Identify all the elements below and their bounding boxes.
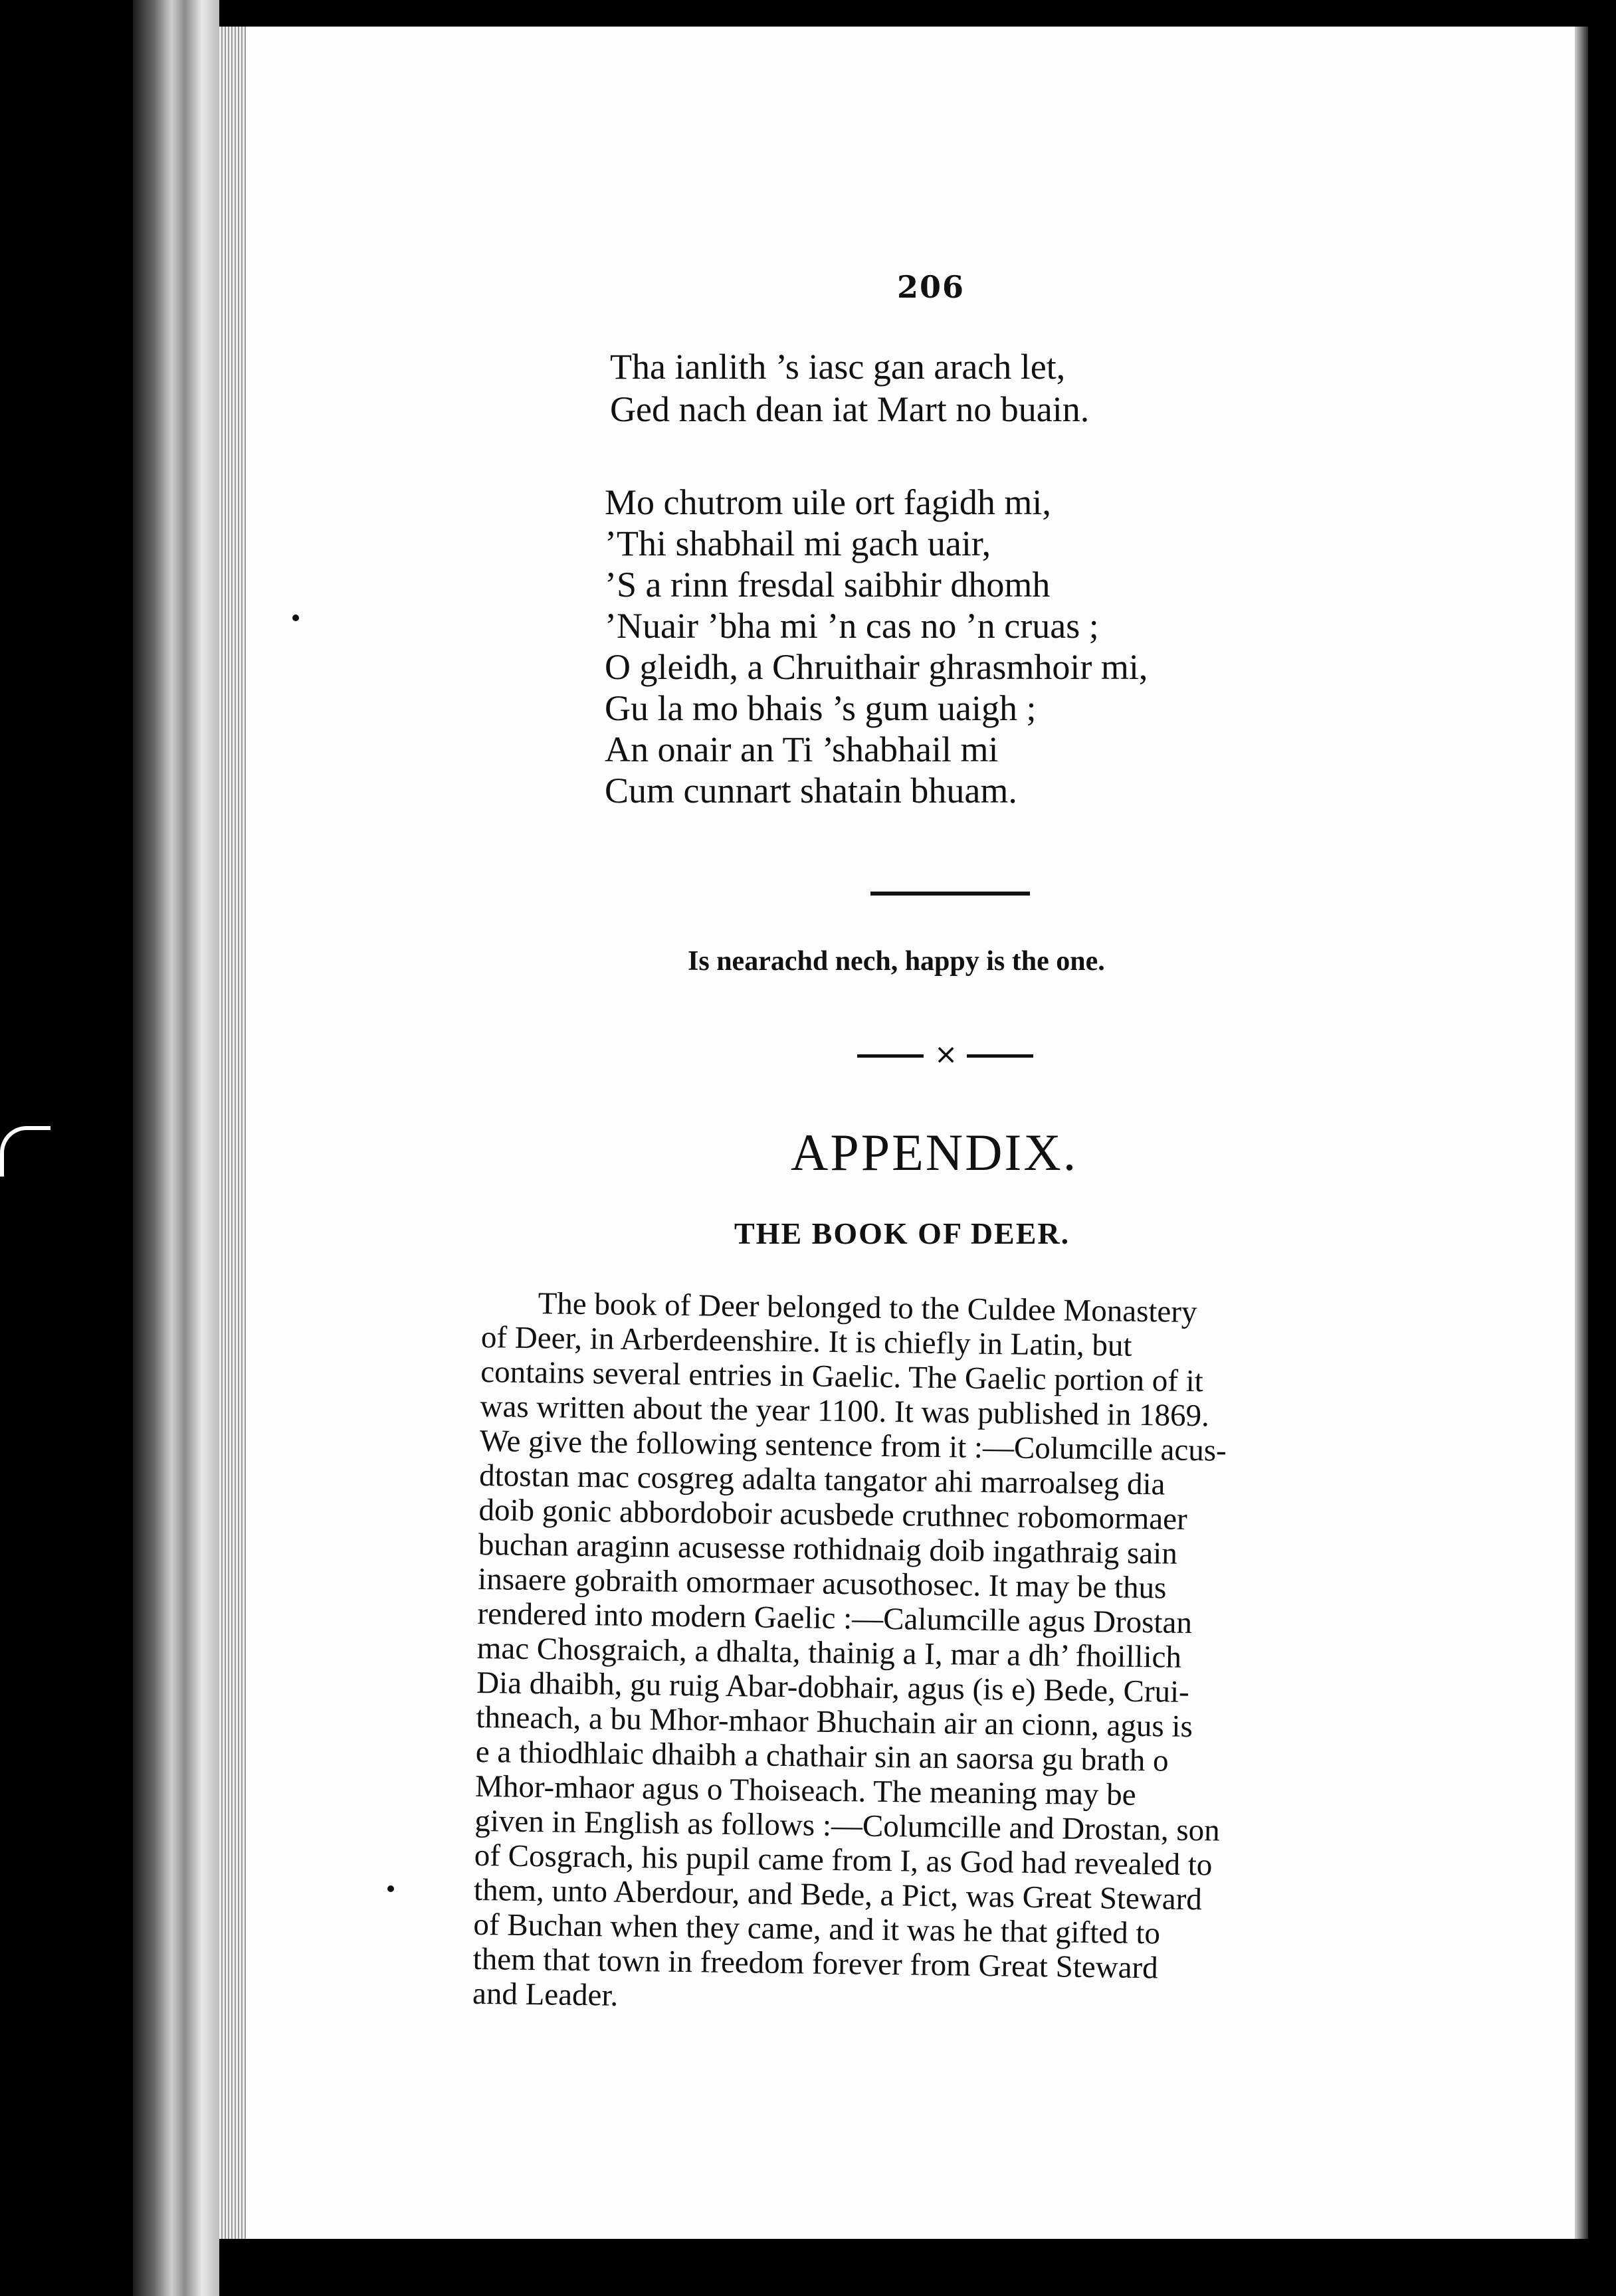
body-line: e a thiodhlaic dhaibh a chathair sin an saorsa gu brath o (475, 1734, 1169, 1778)
poem-stanza-2 (605, 482, 1148, 811)
speck (292, 615, 299, 621)
body-line: We give the following sentence from it :—Columcille acus- (479, 1423, 1227, 1468)
poem-line: Mo chutrom uile ort fagidh mi, (605, 482, 1051, 522)
page-shadow (1575, 27, 1588, 2239)
poem-line: Gu la mo bhais ’s gum uaigh ; (605, 688, 1037, 728)
page-edges (219, 27, 246, 2239)
divider-mark: × (934, 1038, 958, 1070)
poem-line: ’S a rinn fresdal saibhir dhomh (605, 565, 1051, 605)
body-line: given in English as follows :—Columcille and Drostan, son (474, 1803, 1221, 1848)
body-line: Dia dhaibh, gu ruig Abar-dobhair, agus (is e) Bede, Crui- (476, 1665, 1190, 1709)
poem-stanza-1 (610, 345, 1089, 430)
divider-bar-left (857, 1054, 924, 1058)
section-rule (870, 892, 1030, 896)
page-number: 206 (897, 269, 965, 305)
body-line: mac Chosgraich, a dhalta, thainig a I, mar a dh’ fhoillich (476, 1630, 1182, 1675)
motto-line: Is nearachd nech, happy is the one. (688, 946, 1105, 977)
body-line: them, unto Aberdour, and Bede, a Pict, was Great Steward (473, 1872, 1203, 1917)
margin-mark (0, 1126, 50, 1177)
poem-line: Tha ianlith ’s iasc gan arach let, (610, 347, 1066, 387)
speck (387, 1885, 394, 1892)
body-line: thneach, a bu Mhor-mhaor Bhuchain air an cionn, agus is (476, 1699, 1193, 1745)
body-line: and Leader. (472, 1976, 619, 2013)
body-line: was written about the year 1100. It was published in 1869. (480, 1388, 1210, 1434)
appendix-heading: APPENDIX. (791, 1123, 1078, 1181)
poem-line: Cum cunnart shatain bhuam. (605, 771, 1017, 811)
book-spine (133, 0, 219, 2296)
body-line: Mhor-mhaor agus o Thoiseach. The meaning may be (474, 1769, 1136, 1812)
body-line: rendered into modern Gaelic :—Calumcille agus Drostan (477, 1596, 1193, 1641)
body-line: them that town in freedom forever from Great Steward (472, 1941, 1159, 1986)
body-line: insaere gobraith omormaer acusothosec. It may be thus (477, 1561, 1167, 1606)
body-line: contains several entries in Gaelic. The Gaelic portion of it (480, 1354, 1204, 1399)
body-line: of Deer, in Arberdeenshire. It is chiefly in Latin, but (480, 1319, 1132, 1363)
poem-line: O gleidh, a Chruithair ghrasmhoir mi, (605, 647, 1148, 687)
poem-line: ’Nuair ’bha mi ’n cas no ’n cruas ; (605, 606, 1099, 646)
body-line: of Buchan when they came, and it was he that gifted to (473, 1907, 1161, 1951)
body-line: of Cosgrach, his pupil came from I, as God had revealed to (474, 1838, 1213, 1883)
body-paragraph (472, 1286, 1229, 2021)
ornamental-divider (857, 1038, 1043, 1070)
divider-bar-right (967, 1054, 1033, 1058)
poem-line: An onair an Ti ’shabhail mi (605, 729, 999, 769)
poem-line: Ged nach dean iat Mart no buain. (610, 389, 1090, 429)
body-line: buchan araginn acusesse rothidnaig doib ingathraig sain (478, 1527, 1178, 1571)
poem-line: ’Thi shabhail mi gach uair, (605, 524, 991, 563)
body-line: The book of Deer belonged to the Culdee Monastery (538, 1286, 1197, 1330)
section-heading: THE BOOK OF DEER. (734, 1216, 1070, 1250)
body-line: doib gonic abbordoboir acusbede cruthnec robomormaer (478, 1492, 1188, 1537)
body-line: dtostan mac cosgreg adalta tangator ahi marroalseg dia (478, 1458, 1165, 1502)
